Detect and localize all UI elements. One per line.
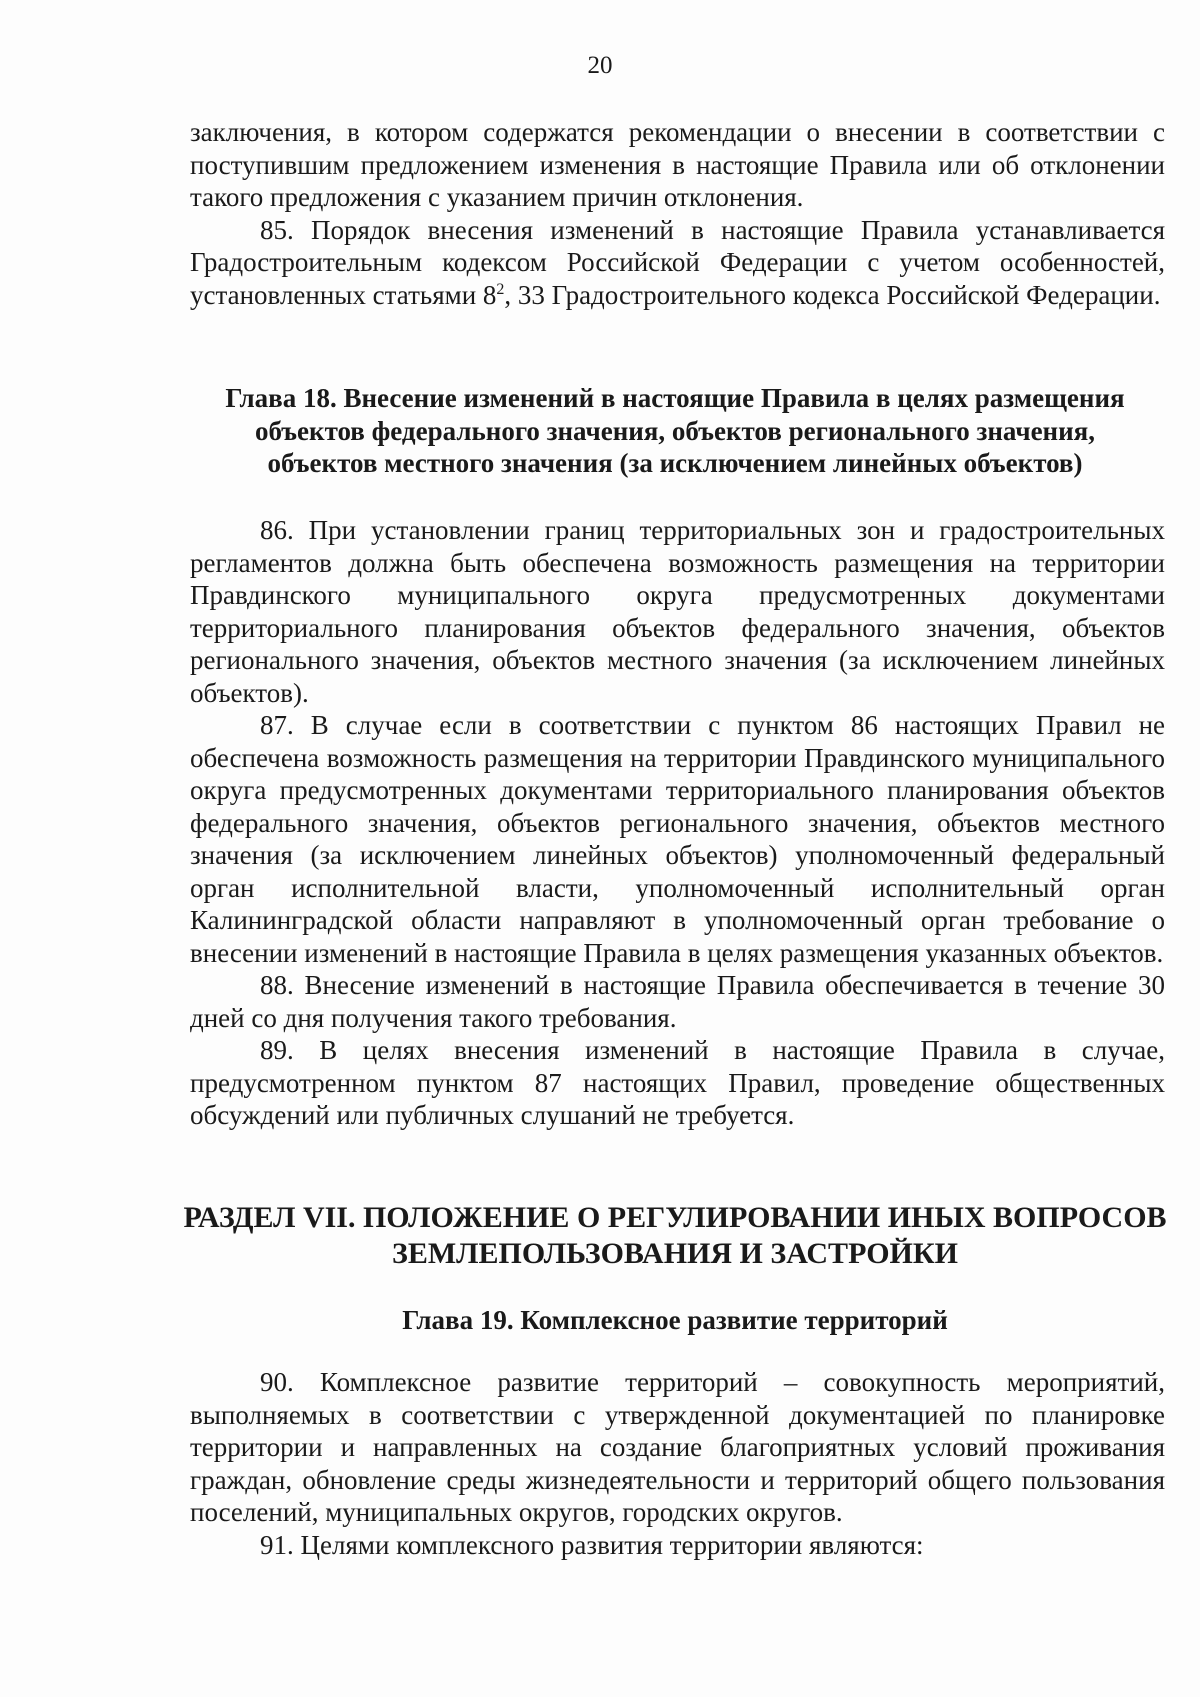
paragraph-86: 86. При установлении границ территориальных зон и градостроительных регламентов должна быть обеспечена возможность размещения на территории Правдинского муниципального округа предусмотренных документами территориального планирования объектов федерального значения, объектов регионального значения, объектов местного значения (за исключением линейных объектов). bbox=[190, 515, 1165, 708]
text-block-continuation bbox=[190, 116, 1165, 311]
paragraph-85 bbox=[190, 214, 1165, 312]
paragraph-85-superscript: 2 bbox=[496, 280, 505, 298]
paragraph-91: 91. Целями комплексного развития территории являются: bbox=[260, 1529, 924, 1560]
paragraph-87: 87. В случае если в соответствии с пунктом 86 настоящих Правил не обеспечена возможность размещения на территории Правдинского муниципального округа предусмотренных документами территориального планирования объектов федерального значения, объектов регионального значения, объектов местного значения (за исключением линейных объектов) уполномоченный федеральный орган исполнительной власти, уполномоченный исполнительный орган Калининградской области направляют в уполномоченный орган требование о внесении изменений в настоящие Правила в целях размещения указанных объектов. bbox=[190, 710, 1165, 968]
section-7-heading bbox=[160, 1200, 1190, 1272]
chapter-19-heading-title: Глава 19. Комплексное развитие территорий bbox=[402, 1305, 948, 1335]
text-block-chapter-19 bbox=[190, 1366, 1165, 1561]
paragraph-continuation: заключения, в котором содержатся рекомендации о внесении в соответствии с поступившим предложением изменения в настоящие Правила или об отклонении такого предложения с указанием причин отклонения. bbox=[190, 117, 1165, 212]
chapter-19-heading bbox=[160, 1304, 1190, 1337]
paragraph-90: 90. Комплексное развитие территорий – совокупность мероприятий, выполняемых в соответствии с утвержденной документацией по планировке территории и направленных на создание благоприятных условий проживания граждан, обновление среды жизнедеятельности и территорий общего пользования поселений, муниципальных округов, городских округов. bbox=[190, 1367, 1165, 1527]
paragraph-85-text: 85. Порядок внесения изменений в настоящие Правила устанавливается Градостроительным кодексом Российской Федерации с учетом особенностей, установленных статьями 8 bbox=[190, 214, 1165, 310]
paragraph-85-text-end: , 33 Градостроительного кодекса Российской Федерации. bbox=[504, 279, 1161, 310]
text-block-chapter-18 bbox=[190, 514, 1165, 1132]
section-7-heading-line-1: РАЗДЕЛ VII. ПОЛОЖЕНИЕ О РЕГУЛИРОВАНИИ ИНЫХ ВОПРОСОВ bbox=[183, 1201, 1167, 1234]
chapter-18-heading-line-3: объектов местного значения (за исключением линейных объектов) bbox=[267, 448, 1083, 478]
section-7-heading-line-2: ЗЕМЛЕПОЛЬЗОВАНИЯ И ЗАСТРОЙКИ bbox=[392, 1237, 958, 1270]
chapter-18-heading-line-1: Глава 18. Внесение изменений в настоящие Правила в целях размещения bbox=[225, 383, 1125, 413]
chapter-18-heading-line-2: объектов федерального значения, объектов регионального значения, bbox=[254, 415, 1096, 446]
paragraph-89: 89. В целях внесения изменений в настоящие Правила в случае, предусмотренном пунктом 87 настоящих Правил, проведение общественных обсуждений или публичных слушаний не требуется. bbox=[190, 1035, 1165, 1130]
paragraph-88: 88. Внесение изменений в настоящие Правила обеспечивается в течение 30 дней со дня получения такого требования. bbox=[190, 970, 1165, 1033]
page-number: 20 bbox=[587, 52, 613, 79]
chapter-18-heading bbox=[160, 382, 1190, 480]
